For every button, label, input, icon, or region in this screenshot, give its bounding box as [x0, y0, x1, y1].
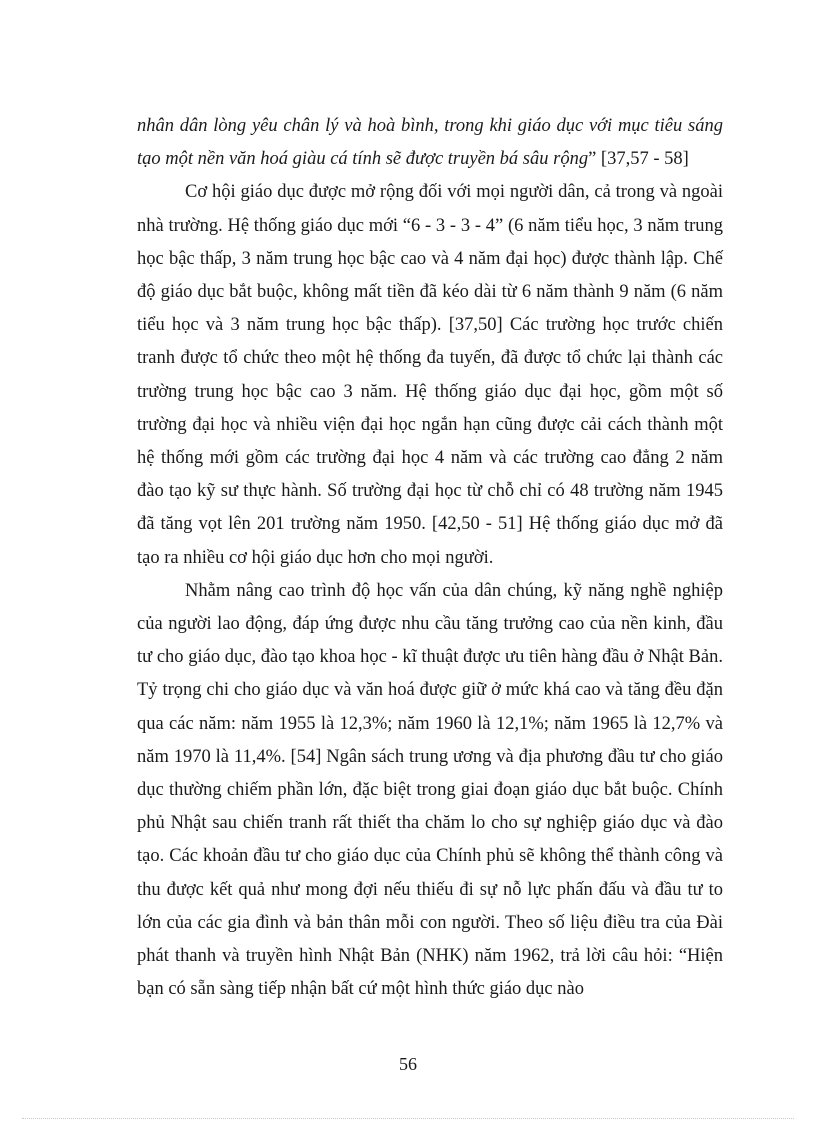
- paragraph-education-opportunity: Cơ hội giáo dục được mở rộng đối với mọi người dân, cả trong và ngoài nhà trường. Hệ thống giáo dục mới “6 - 3 - 3 - 4” (6 năm tiểu học, 3 năm trung học bậc thấp, 3 năm trung học bậc cao và 4 năm đại học) được thành lập. Chế độ giáo dục bắt buộc, không mất tiền đã kéo dài từ 6 năm thành 9 năm (6 năm tiểu học và 3 năm trung học bậc thấp). [37,50] Các trường học trước chiến tranh được tổ chức theo một hệ thống đa tuyến, đã được tổ chức lại thành các trường trung học bậc cao 3 năm. Hệ thống giáo dục đại học, gồm một số trường đại học và nhiều viện đại học ngắn hạn cũng được cải cách thành một hệ thống mới gồm các trường đại học 4 năm và các trường cao đẳng 2 năm đào tạo kỹ sư thực hành. Số trường đại học từ chỗ chỉ có 48 trường năm 1945 đã tăng vọt lên 201 trường năm 1950. [42,50 - 51] Hệ thống giáo dục mở đã tạo ra nhiều cơ hội giáo dục hơn cho mọi người.: [137, 182, 723, 568]
- paragraph-education-investment: Nhằm nâng cao trình độ học vấn của dân chúng, kỹ năng nghề nghiệp của người lao động, đáp ứng được nhu cầu tăng trưởng cao của nền kinh, đầu tư cho giáo dục, đào tạo khoa học - kĩ thuật được ưu tiên hàng đầu ở Nhật Bản. Tỷ trọng chi cho giáo dục và văn hoá được giữ ở mức khá cao và tăng đều đặn qua các năm: năm 1955 là 12,3%; năm 1960 là 12,1%; năm 1965 là 12,7% và năm 1970 là 11,4%. [54] Ngân sách trung ương và địa phương đầu tư cho giáo dục thường chiếm phần lớn, đặc biệt trong giai đoạn giáo dục bắt buộc. Chính phủ Nhật sau chiến tranh rất thiết tha chăm lo cho sự nghiệp giáo dục và đào tạo. Các khoản đầu tư cho giáo dục của Chính phủ sẽ không thể thành công và thu được kết quả như mong đợi nếu thiếu đi sự nỗ lực phấn đấu và đầu tư to lớn của các gia đình và bản thân mỗi con người. Theo số liệu điều tra của Đài phát thanh và truyền hình Nhật Bản (NHK) năm 1962, trả lời câu hỏi: “Hiện bạn có sẵn sàng tiếp nhận bất cứ một hình thức giáo dục nào: [137, 580, 723, 1000]
- page-number: 56: [399, 1054, 417, 1074]
- opening-quote-paragraph: [137, 110, 723, 176]
- page-bottom-divider: [22, 1118, 794, 1119]
- body-text: [137, 110, 723, 1006]
- citation: ” [37,57 - 58]: [588, 149, 689, 170]
- quoted-text: nhân dân lòng yêu chân lý và hoà bình, trong khi giáo dục với mục tiêu sáng tạo một nền văn hoá giàu cá tính sẽ được truyền bá sâu rộng: [137, 116, 723, 170]
